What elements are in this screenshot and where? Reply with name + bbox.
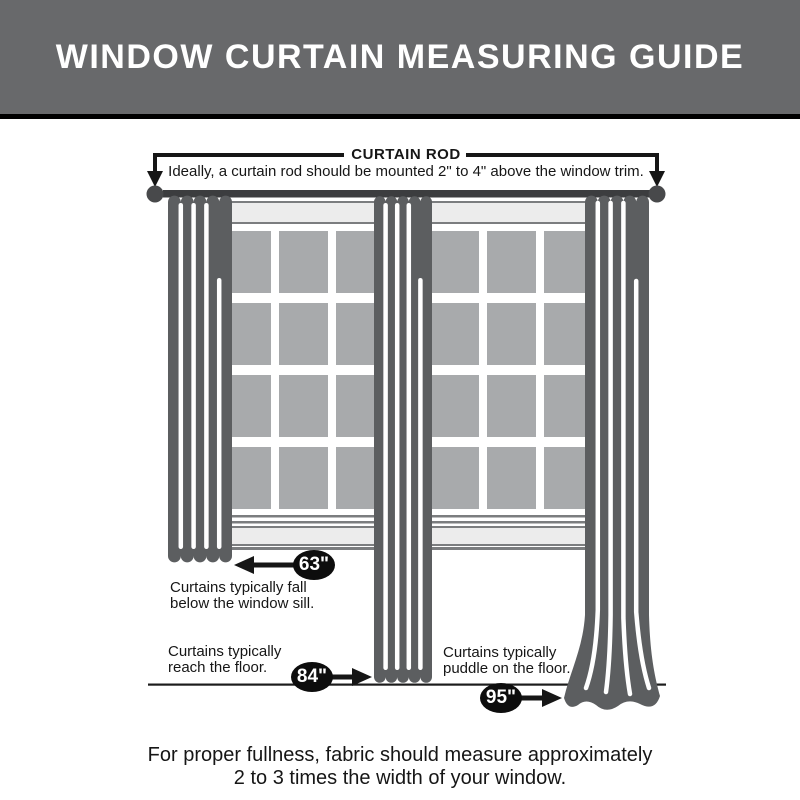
measurement-badge-63: [293, 550, 335, 580]
rod-finial-left: [147, 186, 164, 203]
measurement-badge-95: [480, 683, 522, 713]
page-title: WINDOW CURTAIN MEASURING GUIDE: [55, 37, 745, 76]
curtain-84: [374, 196, 432, 683]
down-arrow-icon: [147, 171, 163, 187]
measurement-badge-84: [291, 662, 333, 692]
right-arrow-icon: [352, 668, 372, 686]
note-line: Curtains typically: [443, 644, 557, 661]
note-line: puddle on the floor.: [443, 659, 571, 677]
fullness-note: [0, 744, 800, 790]
measurement-value: 63": [298, 554, 330, 575]
curtain-rod: [163, 190, 650, 198]
down-arrow-icon: [649, 171, 665, 187]
right-arrow-icon: [542, 689, 562, 707]
curtain-63: [168, 196, 232, 563]
note-line: Curtains typically fall: [170, 579, 307, 596]
left-arrow-icon: [234, 556, 254, 574]
note-95: [443, 645, 571, 676]
measure-arrow-63: [234, 556, 296, 574]
fullness-note-line: 2 to 3 times the width of your window.: [233, 767, 567, 789]
measurement-value: 95": [485, 687, 517, 708]
note-line: Curtains typically: [168, 643, 282, 660]
note-line: reach the floor.: [168, 658, 268, 676]
measure-arrow-84: [330, 668, 372, 686]
curtain-rod-description: Ideally, a curtain rod should be mounted 2" to 4" above the window trim.: [168, 163, 644, 180]
rod-finial-right: [649, 186, 666, 203]
fullness-note-line: For proper fullness, fabric should measure approximately: [147, 744, 653, 766]
measurement-value: 84": [296, 666, 328, 687]
curtain-rod-label: CURTAIN ROD: [351, 146, 461, 163]
note-63: [170, 580, 314, 611]
note-84: [168, 644, 281, 675]
measure-arrow-95: [519, 689, 562, 707]
note-line: below the window sill.: [170, 594, 315, 612]
